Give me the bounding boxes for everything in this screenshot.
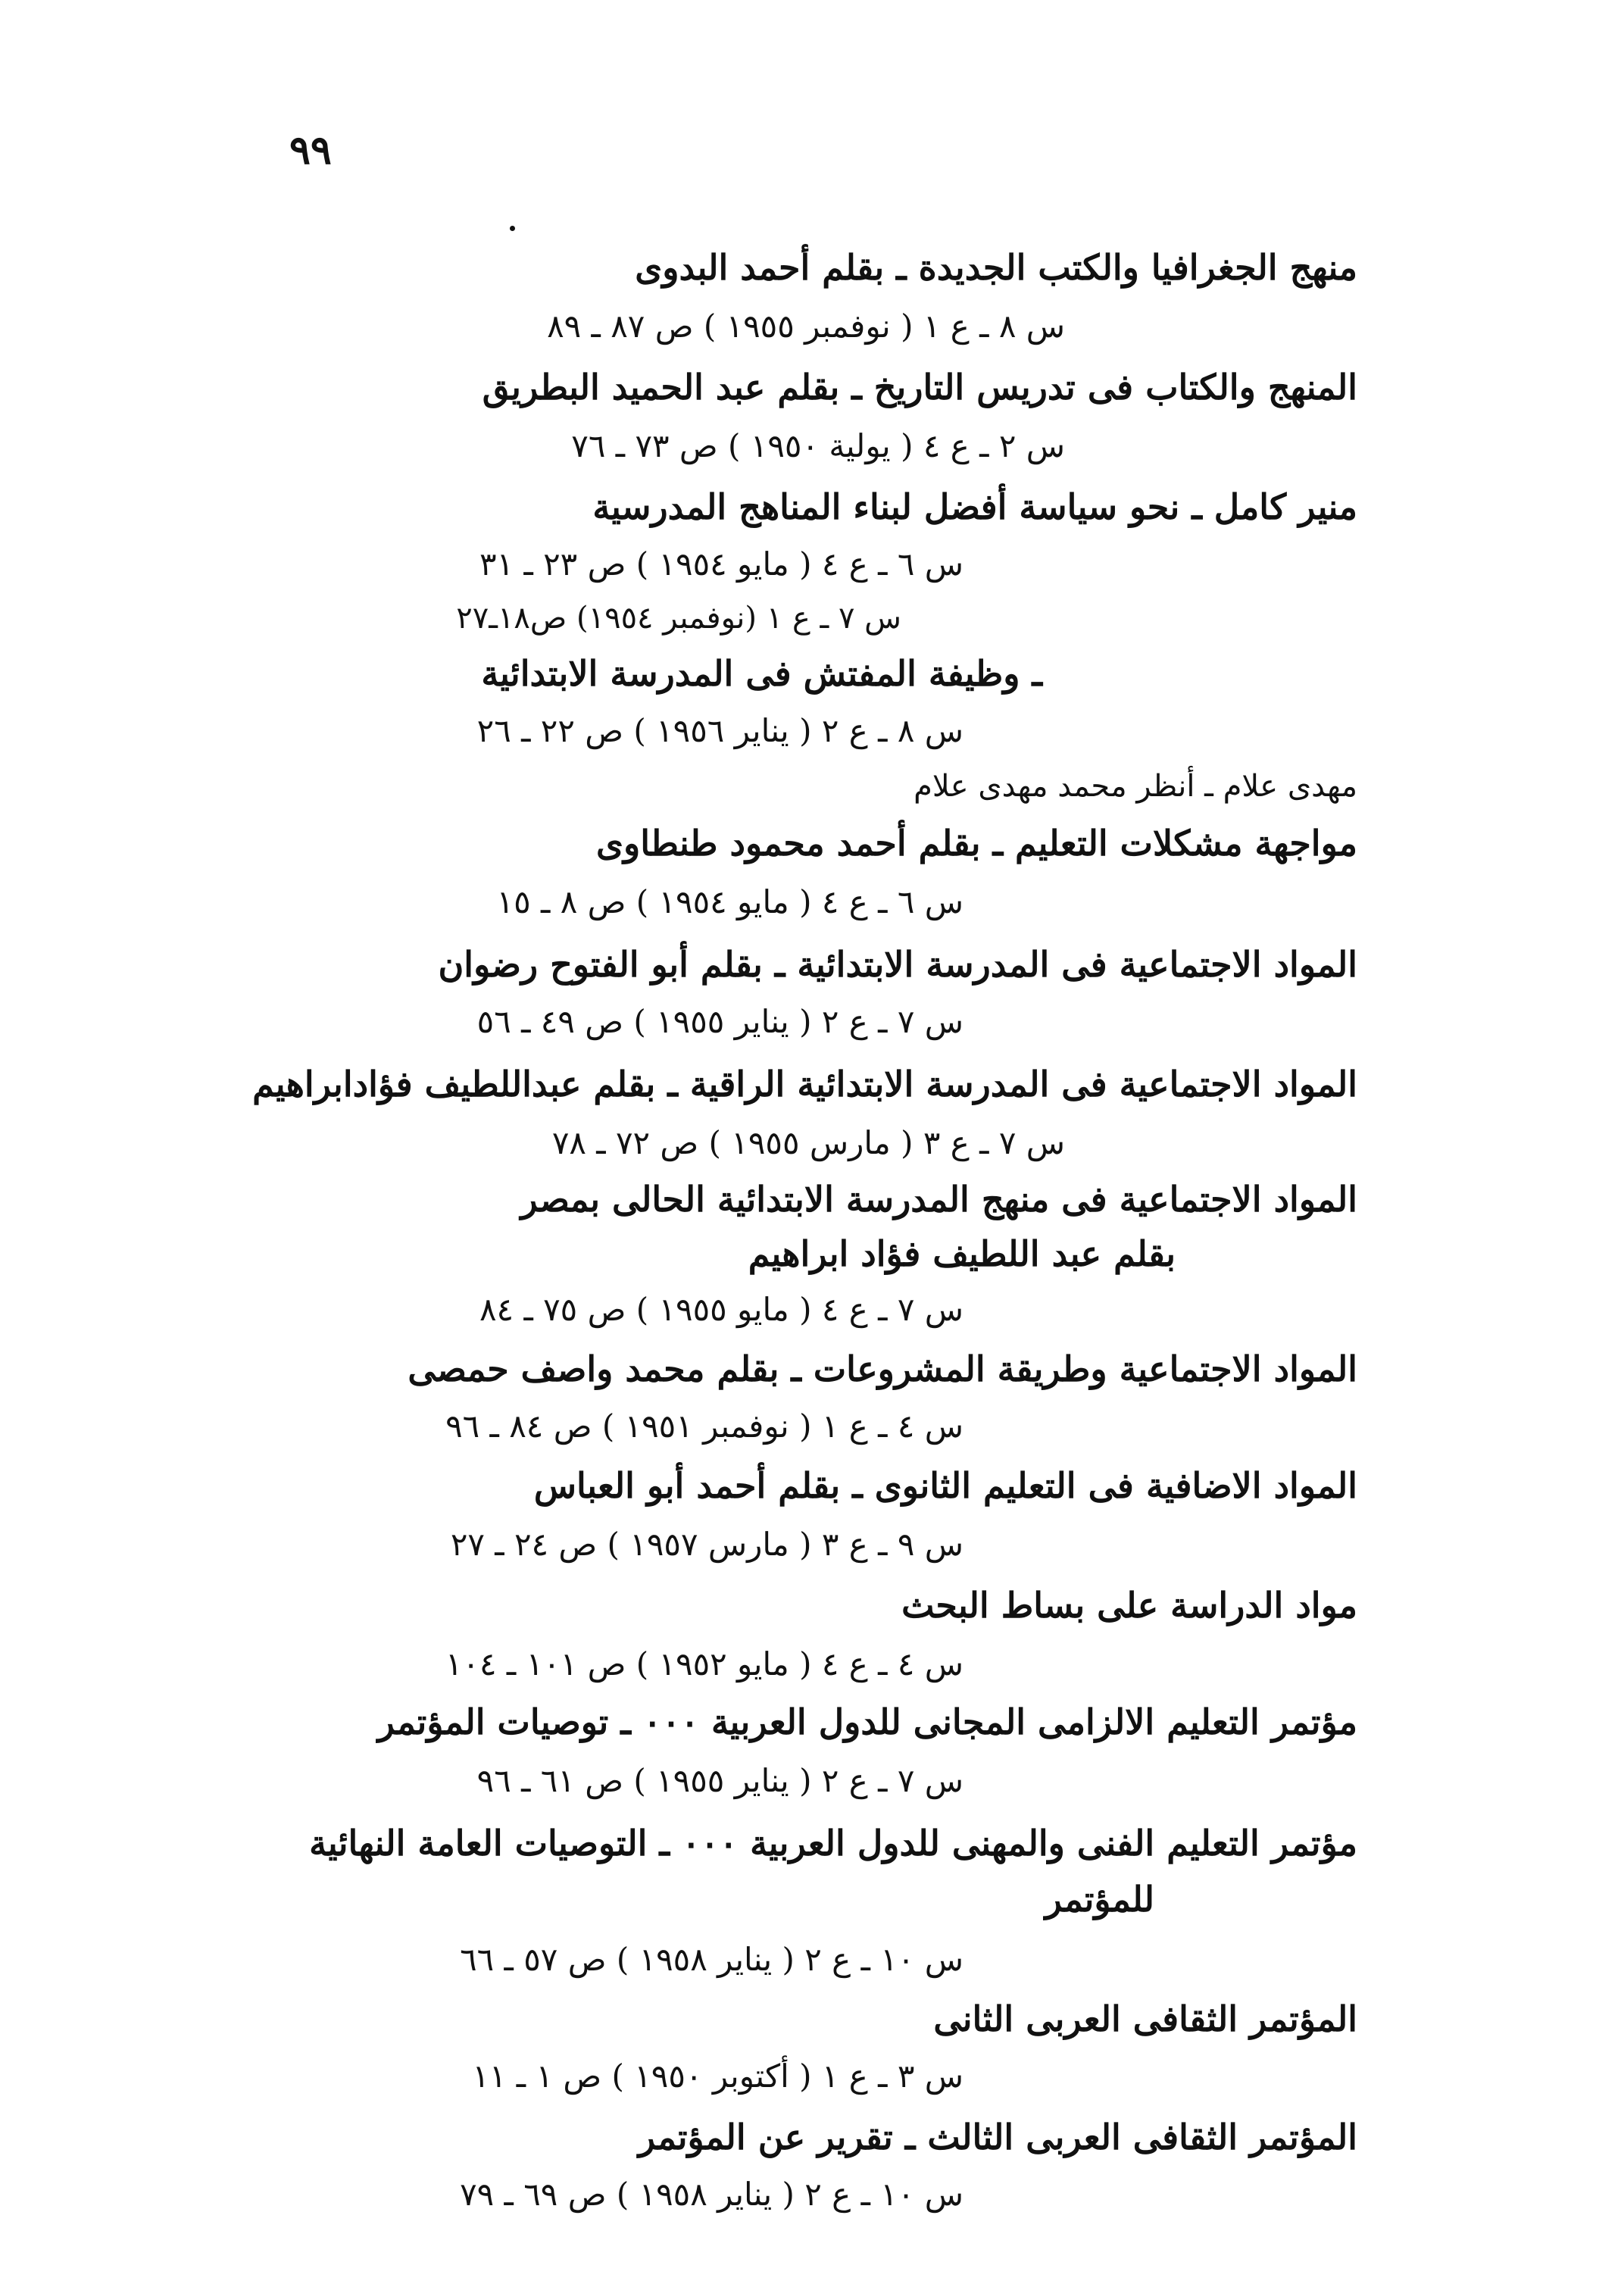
citation-line: س ٦ ـ ع ٤ ( مايو ١٩٥٤ ) ص ٨ ـ ١٥ [496, 883, 963, 920]
citation-line: س ٣ ـ ع ١ ( أكتوبر ١٩٥٠ ) ص ١ ـ ١١ [472, 2057, 963, 2095]
entry-title: منير كامل ـ نحو سياسة أفضل لبناء المناهج المدرسية [592, 486, 1357, 527]
stray-mark [510, 226, 515, 231]
citation-line: س ٢ ـ ع ٤ ( يولية ١٩٥٠ ) ص ٧٣ ـ ٧٦ [571, 427, 1065, 464]
entry-title: مواد الدراسة على بساط البحث [901, 1585, 1357, 1626]
entry-title: المواد الاجتماعية فى المدرسة الابتدائية ـ بقلم أبو الفتوح رضوان [438, 944, 1357, 985]
citation-line: س ٤ ـ ع ١ ( نوفمبر ١٩٥١ ) ص ٨٤ ـ ٩٦ [445, 1408, 963, 1445]
citation-line: س ٩ ـ ع ٣ ( مارس ١٩٥٧ ) ص ٢٤ ـ ٢٧ [450, 1526, 963, 1563]
entry-title: المؤتمر الثقافى العربى الثالث ـ تقرير عن المؤتمر [638, 2117, 1357, 2157]
entry-title: مواجهة مشكلات التعليم ـ بقلم أحمد محمود طنطاوى [596, 823, 1357, 864]
citation-line: س ٨ ـ ع ١ ( نوفمبر ١٩٥٥ ) ص ٨٧ ـ ٨٩ [547, 308, 1065, 345]
entry-title: للمؤتمر [1045, 1879, 1154, 1920]
citation-line: س ٤ ـ ع ٤ ( مايو ١٩٥٢ ) ص ١٠١ ـ ١٠٤ [445, 1645, 963, 1683]
entry-title: المواد الاجتماعية فى منهج المدرسة الابتدائية الحالى بمصر [520, 1179, 1357, 1220]
entry-title: المواد الاضافية فى التعليم الثانوى ـ بقلم أحمد أبو العباس [533, 1465, 1357, 1506]
citation-line: س ٧ ـ ع ١ (نوفمبر ١٩٥٤) ص١٨ـ٢٧ [456, 601, 901, 636]
entry-title: المواد الاجتماعية فى المدرسة الابتدائية الراقية ـ بقلم عبداللطيف فؤادابراهيم [252, 1064, 1357, 1105]
page-number: ٩٩ [289, 127, 332, 173]
entry-title: المنهج والكتاب فى تدريس التاريخ ـ بقلم عبد الحميد البطريق [482, 367, 1357, 408]
citation-line: س ٦ ـ ع ٤ ( مايو ١٩٥٤ ) ص ٢٣ ـ ٣١ [479, 545, 963, 583]
entry-title: المؤتمر الثقافى العربى الثانى [933, 1998, 1357, 2039]
entry-title: منهج الجغرافيا والكتب الجديدة ـ بقلم أحمد البدوى [635, 247, 1357, 288]
entry-title: مؤتمر التعليم الالزامى المجانى للدول العربية ٠٠٠ ـ توصيات المؤتمر [377, 1701, 1357, 1742]
citation-line: س ١٠ ـ ع ٢ ( يناير ١٩٥٨ ) ص ٥٧ ـ ٦٦ [460, 1941, 963, 1978]
entry-title: ـ وظيفة المفتش فى المدرسة الابتدائية [481, 653, 1042, 694]
citation-line: س ٧ ـ ع ٤ ( مايو ١٩٥٥ ) ص ٧٥ ـ ٨٤ [479, 1291, 963, 1328]
entry-title: بقلم عبد اللطيف فؤاد ابراهيم [748, 1233, 1176, 1274]
citation-line: س ٨ ـ ع ٢ ( يناير ١٩٥٦ ) ص ٢٢ ـ ٢٦ [476, 712, 963, 749]
entry-title: المواد الاجتماعية وطريقة المشروعات ـ بقلم محمد واصف حمصى [408, 1348, 1357, 1389]
citation-line: س ٧ ـ ع ٢ ( يناير ١٩٥٥ ) ص ٦١ ـ ٩٦ [476, 1762, 963, 1799]
citation-line: س ١٠ ـ ع ٢ ( يناير ١٩٥٨ ) ص ٦٩ ـ ٧٩ [460, 2176, 963, 2213]
citation-line: س ٧ ـ ع ٣ ( مارس ١٩٥٥ ) ص ٧٢ ـ ٧٨ [551, 1124, 1065, 1161]
citation-line: س ٧ ـ ع ٢ ( يناير ١٩٥٥ ) ص ٤٩ ـ ٥٦ [476, 1003, 963, 1040]
entry-title: مهدى علام ـ أنظر محمد مهدى علام [914, 769, 1357, 804]
entry-title: مؤتمر التعليم الفنى والمهنى للدول العربية ٠٠٠ ـ التوصيات العامة النهائية [309, 1823, 1357, 1864]
